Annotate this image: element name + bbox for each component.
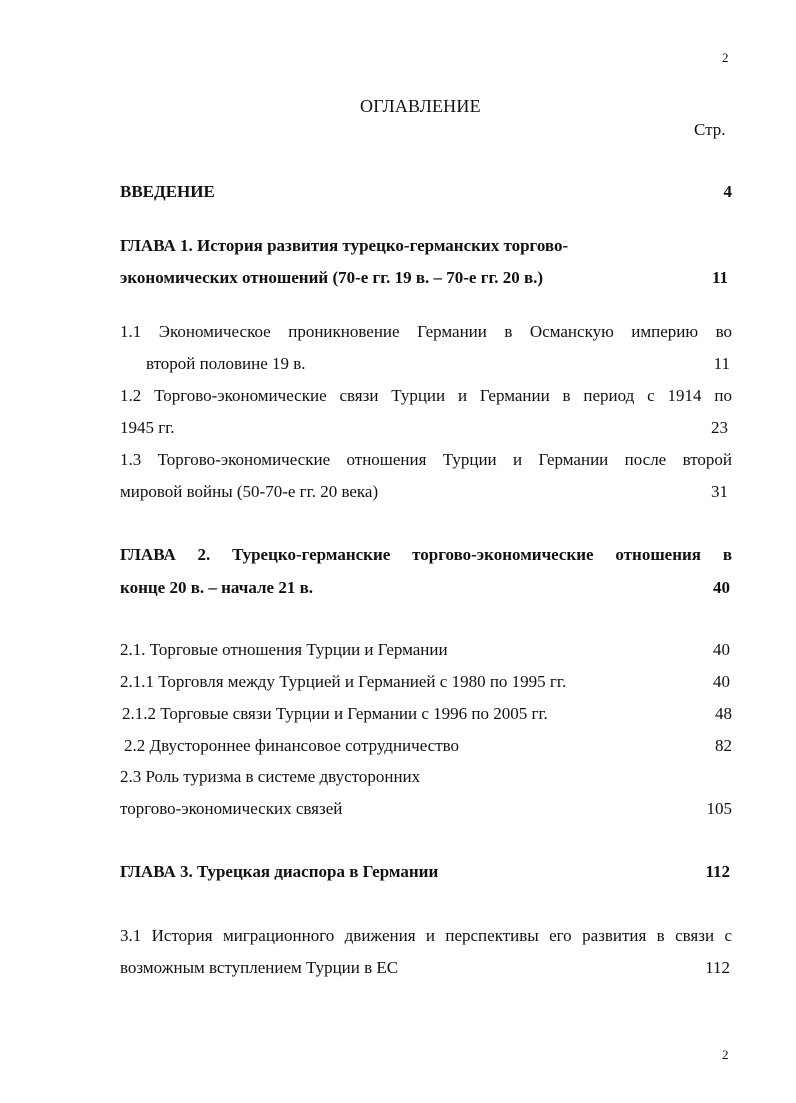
toc-entry-page: 31: [711, 482, 728, 501]
toc-entry-page: 4: [723, 182, 732, 201]
section-2-1-1-text: 2.1.1 Торговля между Турцией и Германией с 1980 по 1995 гг.: [120, 672, 567, 691]
toc-title: ОГЛАВЛЕНИЕ: [360, 96, 481, 116]
section-1-3-line1: 1.3 Торгово-экономические отношения Турции и Германии после второй: [120, 450, 732, 469]
page-number-bottom: 2: [722, 1047, 729, 1062]
section-2-1-2-text: 2.1.2 Торговые связи Турции и Германии с 1996 по 2005 гг.: [122, 704, 548, 723]
toc-entry-page: 48: [715, 704, 732, 723]
chapter-3-title: ГЛАВА 3. Турецкая диаспора в Германии: [120, 862, 439, 881]
toc-entry-page: 40: [713, 672, 730, 691]
toc-entry-page: 82: [715, 736, 732, 755]
section-3-1-line1: 3.1 История миграционного движения и перспективы его развития в связи с: [120, 926, 732, 945]
chapter-1-title-line1: ГЛАВА 1. История развития турецко-германских торгово-: [120, 236, 569, 255]
toc-entry-page: 23: [711, 418, 728, 437]
section-2-1-text: 2.1. Торговые отношения Турции и Германии: [120, 640, 448, 659]
toc-entry-page: 40: [713, 640, 730, 659]
section-3-1-line2: возможным вступлением Турции в ЕС: [120, 958, 399, 977]
toc-entry-page: 112: [705, 862, 730, 881]
section-1-3-line2: мировой войны (50-70-е гг. 20 века): [120, 482, 379, 501]
chapter-2-title-line2: конце 20 в. – начале 21 в.: [120, 578, 314, 597]
section-2-2-text: 2.2 Двустороннее финансовое сотрудничество: [124, 736, 460, 755]
chapter-2-title-line1: ГЛАВА 2. Турецко-германские торгово-экономические отношения в: [120, 545, 732, 564]
toc-entry-page: 112: [705, 958, 730, 977]
section-1-1-line2: второй половине 19 в.: [146, 354, 306, 373]
toc-entry-page: 11: [713, 354, 730, 373]
page-number-top: 2: [722, 50, 729, 65]
section-2-3-line2: торгово-экономических связей: [120, 799, 343, 818]
chapter-1-title-line2: экономических отношений (70-е гг. 19 в. – 70-е гг. 20 в.): [120, 268, 544, 287]
section-2-3-line1: 2.3 Роль туризма в системе двусторонних: [120, 767, 421, 786]
section-1-1-line1: 1.1 Экономическое проникновение Германии в Османскую империю во: [120, 322, 732, 341]
section-1-2-line1: 1.2 Торгово-экономические связи Турции и Германии в период с 1914 по: [120, 386, 732, 405]
toc-entry-label: ВВЕДЕНИЕ: [120, 182, 215, 201]
page-column-label: Стр.: [694, 120, 726, 139]
section-1-2-line2: 1945 гг.: [120, 418, 175, 437]
toc-entry-page: 105: [706, 799, 732, 818]
toc-entry-page: 11: [711, 268, 728, 287]
toc-entry-page: 40: [713, 578, 730, 597]
